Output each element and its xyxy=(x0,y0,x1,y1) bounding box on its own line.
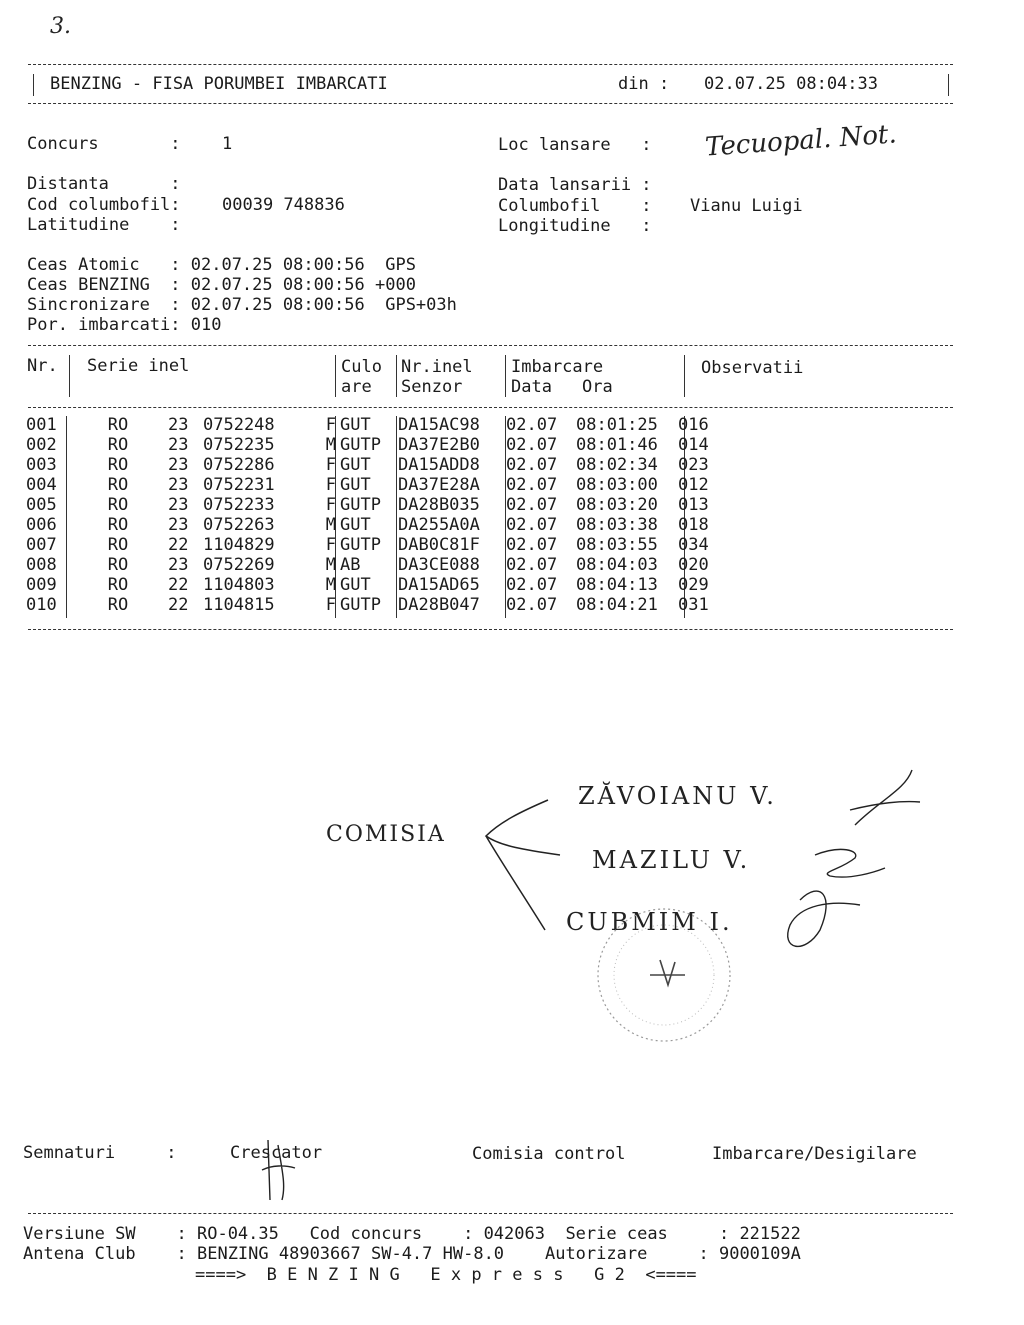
row-sex: F xyxy=(325,415,336,435)
row-ring-number: 0752231 xyxy=(203,475,275,495)
row-sex: F xyxy=(325,595,336,615)
porumbei-imbarcati-line: Por. imbarcati: 010 xyxy=(27,315,222,335)
row-time: 08:01:25 xyxy=(576,415,658,435)
row-year: 22 xyxy=(168,575,189,595)
row-observation: 016 xyxy=(678,415,709,435)
col-header-culoare-2: are xyxy=(341,377,372,397)
footer-divider xyxy=(28,1213,953,1214)
row-date: 02.07 xyxy=(506,595,558,615)
col-header-ora: Ora xyxy=(582,377,613,397)
row-sex: F xyxy=(325,495,336,515)
row-sex: F xyxy=(325,475,336,495)
row-color: GUT xyxy=(340,475,371,495)
row-time: 08:03:38 xyxy=(576,515,658,535)
row-color: GUT xyxy=(340,415,371,435)
signature-stroke xyxy=(815,849,885,877)
row-nr: 001 xyxy=(26,415,57,435)
row-sensor: DA28B047 xyxy=(398,595,480,615)
data-lansarii-label: Data lansarii : xyxy=(498,175,652,195)
cod-columbofil-label: Cod columbofil: xyxy=(27,195,181,215)
row-observation: 012 xyxy=(678,475,709,495)
row-sex: M xyxy=(325,575,336,595)
latitudine-label: Latitudine : xyxy=(27,215,181,235)
loc-lansare-value: Tecuopal. Not. xyxy=(704,119,898,163)
row-country: RO xyxy=(107,455,129,475)
row-observation: 014 xyxy=(678,435,709,455)
row-nr: 003 xyxy=(26,455,57,475)
row-sensor: DA15AD65 xyxy=(398,575,480,595)
row-country: RO xyxy=(107,515,129,535)
crescator-label: Crescator xyxy=(230,1143,323,1163)
row-color: GUT xyxy=(340,515,371,535)
row-country: RO xyxy=(107,415,129,435)
row-date: 02.07 xyxy=(506,515,558,535)
row-nr: 004 xyxy=(26,475,57,495)
col-header-nr: Nr. xyxy=(27,356,58,376)
col-header-culoare-1: Culo xyxy=(341,357,382,377)
row-sensor: DA15ADD8 xyxy=(398,455,480,475)
cod-columbofil-value: 00039 748836 xyxy=(222,195,345,215)
row-date: 02.07 xyxy=(506,415,558,435)
antena-club-line: Antena Club : BENZING 48903667 SW-4.7 HW-8.0 Autorizare : 9000109A xyxy=(23,1244,801,1264)
commission-member-1: ZĂVOIANU V. xyxy=(578,782,777,810)
row-year: 23 xyxy=(168,475,189,495)
concurs-label: Concurs : xyxy=(27,134,181,154)
row-sex: F xyxy=(325,535,336,555)
row-ring-number: 0752233 xyxy=(203,495,275,515)
row-color: GUT xyxy=(340,575,371,595)
row-country: RO xyxy=(107,495,129,515)
row-date: 02.07 xyxy=(506,555,558,575)
row-ring-number: 0752248 xyxy=(203,415,275,435)
benzing-express-line: ====> B E N Z I N G E x p r e s s G 2 <==== xyxy=(195,1265,697,1285)
row-ring-number: 0752263 xyxy=(203,515,275,535)
commission-member-3: CUBMIM I. xyxy=(566,908,733,936)
row-year: 22 xyxy=(168,595,189,615)
row-observation: 034 xyxy=(678,535,709,555)
row-ring-number: 0752286 xyxy=(203,455,275,475)
row-year: 23 xyxy=(168,515,189,535)
page-number-note: 3. xyxy=(50,14,71,39)
row-observation: 020 xyxy=(678,555,709,575)
row-color: GUTP xyxy=(340,495,381,515)
row-observation: 031 xyxy=(678,595,709,615)
sincronizare-line: Sincronizare : 02.07.25 08:00:56 GPS+03h xyxy=(27,295,457,315)
row-time: 08:02:34 xyxy=(576,455,658,475)
columbofil-value: Vianu Luigi xyxy=(690,196,803,216)
date-value: 02.07.25 08:04:33 xyxy=(704,74,878,94)
row-sensor: DA37E2B0 xyxy=(398,435,480,455)
signature-stroke xyxy=(788,891,860,946)
ceas-benzing-line: Ceas BENZING : 02.07.25 08:00:56 +000 xyxy=(27,275,416,295)
row-time: 08:03:20 xyxy=(576,495,658,515)
imbarcare-desigilare-label: Imbarcare/Desigilare xyxy=(712,1144,917,1164)
row-time: 08:01:46 xyxy=(576,435,658,455)
document-title: BENZING - FISA PORUMBEI IMBARCATI xyxy=(50,74,388,94)
row-color: GUTP xyxy=(340,595,381,615)
row-time: 08:03:00 xyxy=(576,475,658,495)
row-nr: 005 xyxy=(26,495,57,515)
comisia-control-label: Comisia control xyxy=(472,1144,626,1164)
row-observation: 029 xyxy=(678,575,709,595)
row-time: 08:04:03 xyxy=(576,555,658,575)
row-nr: 008 xyxy=(26,555,57,575)
row-ring-number: 0752235 xyxy=(203,435,275,455)
row-sensor: DA15AC98 xyxy=(398,415,480,435)
col-header-observatii: Observatii xyxy=(701,358,804,378)
row-year: 22 xyxy=(168,535,189,555)
bracket-stroke xyxy=(486,800,560,930)
ceas-atomic-line: Ceas Atomic : 02.07.25 08:00:56 GPS xyxy=(27,255,416,275)
row-sensor: DAB0C81F xyxy=(398,535,480,555)
row-date: 02.07 xyxy=(506,475,558,495)
row-country: RO xyxy=(107,595,129,615)
row-color: GUTP xyxy=(340,535,381,555)
col-header-data: Data xyxy=(511,377,552,397)
row-date: 02.07 xyxy=(506,435,558,455)
concurs-value: 1 xyxy=(222,134,233,154)
row-year: 23 xyxy=(168,435,189,455)
row-year: 23 xyxy=(168,455,189,475)
row-year: 23 xyxy=(168,555,189,575)
row-date: 02.07 xyxy=(506,575,558,595)
row-sex: F xyxy=(325,455,336,475)
row-date: 02.07 xyxy=(506,495,558,515)
col-header-nrinel-1: Nr.inel xyxy=(401,357,473,377)
row-ring-number: 1104803 xyxy=(203,575,275,595)
row-observation: 013 xyxy=(678,495,709,515)
row-date: 02.07 xyxy=(506,535,558,555)
signature-stroke xyxy=(850,770,920,825)
row-country: RO xyxy=(107,575,129,595)
row-sensor: DA255A0A xyxy=(398,515,480,535)
row-country: RO xyxy=(107,435,129,455)
row-ring-number: 0752269 xyxy=(203,555,275,575)
row-nr: 006 xyxy=(26,515,57,535)
row-sex: M xyxy=(325,555,336,575)
row-sex: M xyxy=(325,515,336,535)
row-observation: 018 xyxy=(678,515,709,535)
row-sex: M xyxy=(325,435,336,455)
row-nr: 009 xyxy=(26,575,57,595)
row-time: 08:03:55 xyxy=(576,535,658,555)
distanta-label: Distanta : xyxy=(27,174,181,194)
row-color: AB xyxy=(340,555,361,575)
row-country: RO xyxy=(107,475,129,495)
row-year: 23 xyxy=(168,495,189,515)
versiune-line: Versiune SW : RO-04.35 Cod concurs : 042063 Serie ceas : 221522 xyxy=(23,1224,801,1244)
row-country: RO xyxy=(107,555,129,575)
row-time: 08:04:13 xyxy=(576,575,658,595)
longitudine-label: Longitudine : xyxy=(498,216,652,236)
row-year: 23 xyxy=(168,415,189,435)
row-date: 02.07 xyxy=(506,455,558,475)
row-ring-number: 1104815 xyxy=(203,595,275,615)
columbofil-label: Columbofil : xyxy=(498,196,652,216)
row-nr: 002 xyxy=(26,435,57,455)
comisia-handwritten: COMISIA xyxy=(326,822,446,847)
row-color: GUTP xyxy=(340,435,381,455)
row-sensor: DA37E28A xyxy=(398,475,480,495)
row-country: RO xyxy=(107,535,129,555)
commission-member-2: MAZILU V. xyxy=(592,846,751,874)
row-time: 08:04:21 xyxy=(576,595,658,615)
row-nr: 007 xyxy=(26,535,57,555)
row-color: GUT xyxy=(340,455,371,475)
semnaturi-label: Semnaturi : xyxy=(23,1143,177,1163)
row-sensor: DA28B035 xyxy=(398,495,480,515)
loc-lansare-label: Loc lansare : xyxy=(498,135,652,155)
col-header-nrinel-2: Senzor xyxy=(401,377,463,397)
row-ring-number: 1104829 xyxy=(203,535,275,555)
stamp-mark xyxy=(650,960,685,985)
row-nr: 010 xyxy=(26,595,57,615)
date-label: din : xyxy=(618,74,670,94)
row-observation: 023 xyxy=(678,455,709,475)
col-header-imbarcare: Imbarcare xyxy=(511,357,604,377)
col-header-serie: Serie inel xyxy=(87,356,190,376)
row-sensor: DA3CE088 xyxy=(398,555,480,575)
